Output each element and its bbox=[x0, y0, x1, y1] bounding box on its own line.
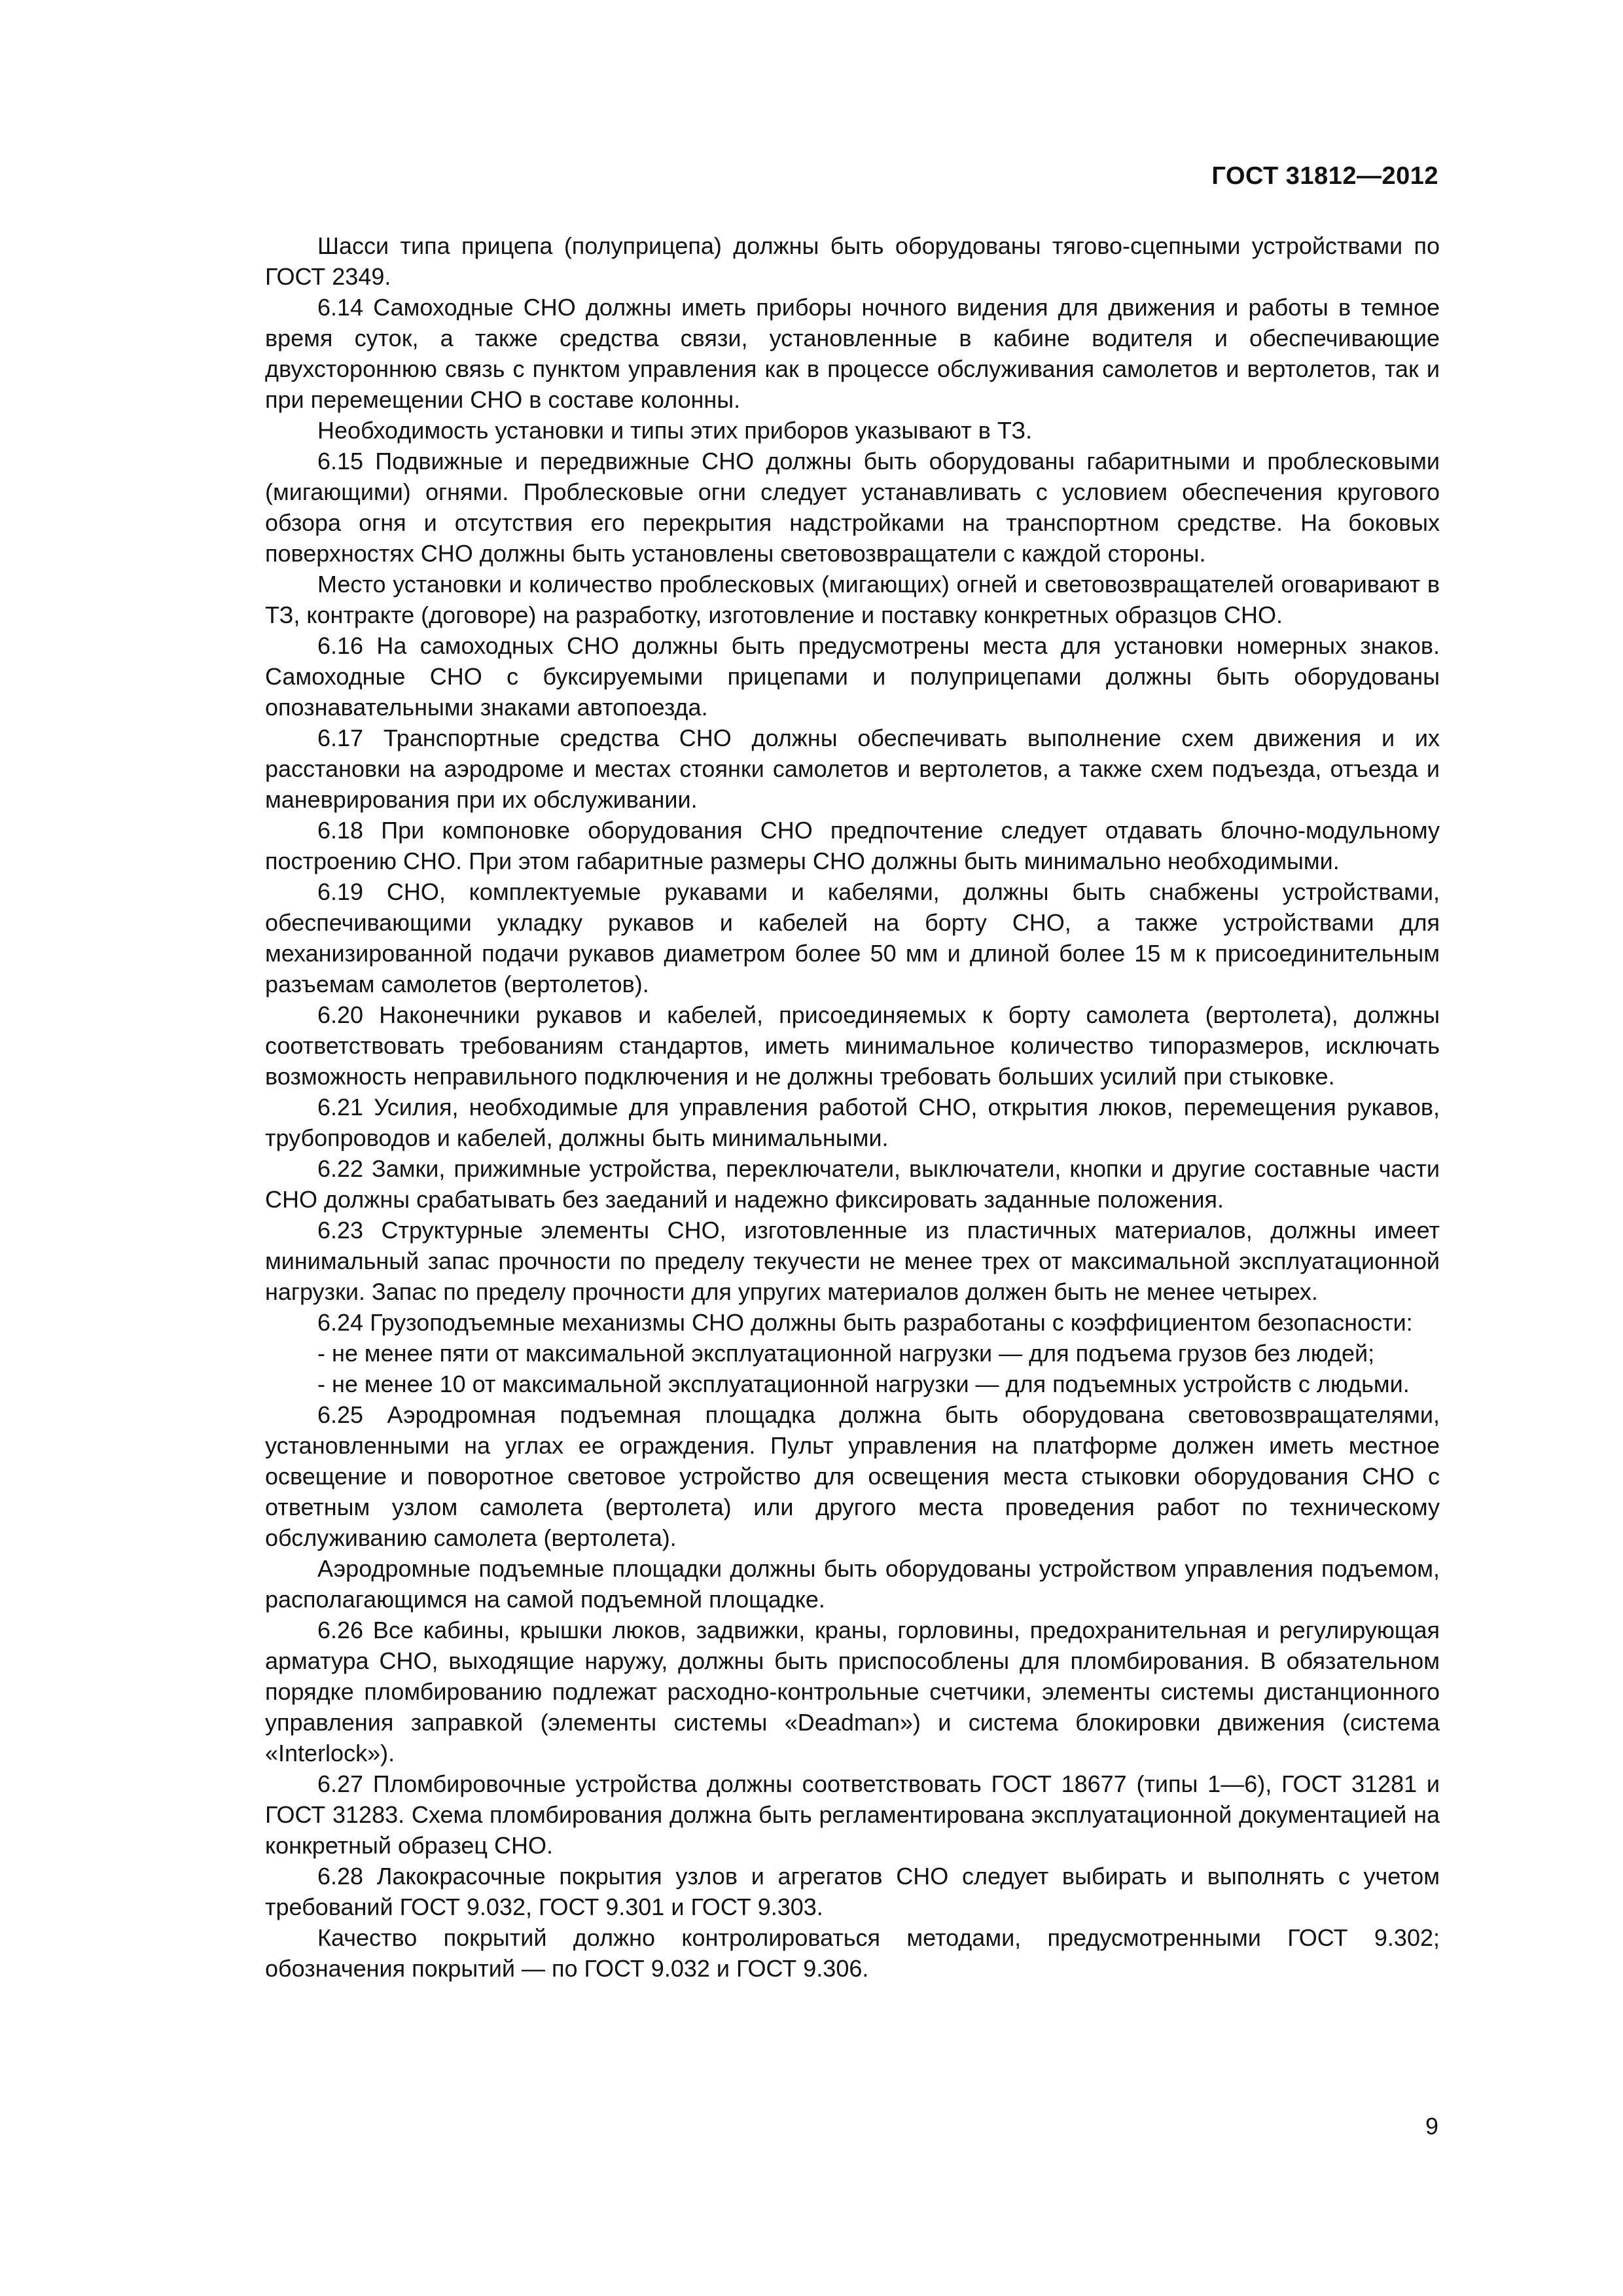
document-code-header: ГОСТ 31812—2012 bbox=[1211, 162, 1438, 190]
paragraph-6-24: 6.24 Грузоподъемные механизмы СНО должны быть разработаны с коэффициентом безопасности: bbox=[317, 1309, 1413, 1336]
paragraph-6-25-note: Аэродромные подъемные площадки должны быть оборудованы устройством управления подъемом, располагающимся на самой подъемной площадке. bbox=[265, 1555, 1440, 1613]
paragraph-6-16: 6.16 На самоходных СНО должны быть предусмотрены места для установки номерных знаков. Самоходные СНО с буксируемыми прицепами и полуприцепами должны быть оборудованы опознавательными знаками автопоезда. bbox=[265, 632, 1440, 721]
paragraph-6-28-note: Качество покрытий должно контролироваться методами, предусмотренными ГОСТ 9.302; обозначения покрытий — по ГОСТ 9.032 и ГОСТ 9.306. bbox=[265, 1924, 1440, 1982]
paragraph-6-14: 6.14 Самоходные СНО должны иметь приборы ночного видения для движения и работы в темное время суток, а также средства связи, установленные в кабине водителя и обеспечивающие двухстороннюю связь с пунктом управления как в процессе обслуживания самолетов и вертолетов, так и при перемещении СНО в составе колонны. bbox=[265, 294, 1440, 413]
paragraph-6-15: 6.15 Подвижные и передвижные СНО должны быть оборудованы габаритными и проблесковыми (мигающими) огнями. Проблесковые огни следует устанавливать с условием обеспечения кругового обзора огня и отсутствия его перекрытия надстройками на транспортном средстве. На боковых поверхностях СНО должны быть установлены световозвращатели с каждой стороны. bbox=[265, 448, 1440, 567]
paragraph-6-22: 6.22 Замки, прижимные устройства, переключатели, выключатели, кнопки и другие составные части СНО должны срабатывать без заеданий и надежно фиксировать заданные положения. bbox=[265, 1155, 1440, 1213]
paragraph-chassis-trailer: Шасси типа прицепа (полуприцепа) должны быть оборудованы тягово-сцепными устройствами по ГОСТ 2349. bbox=[265, 232, 1440, 290]
paragraph-6-18: 6.18 При компоновке оборудования СНО предпочтение следует отдавать блочно-модульному построению СНО. При этом габаритные размеры СНО должны быть минимально необходимыми. bbox=[265, 817, 1440, 874]
paragraph-6-27: 6.27 Пломбировочные устройства должны соответствовать ГОСТ 18677 (типы 1—6), ГОСТ 31281 и ГОСТ 31283. Схема пломбирования должна быть регламентирована эксплуатационной документацией на конкретный образец СНО. bbox=[265, 1770, 1440, 1859]
paragraph-6-17: 6.17 Транспортные средства СНО должны обеспечивать выполнение схем движения и их расстановки на аэродроме и местах стоянки самолетов и вертолетов, а также схем подъезда, отъезда и маневрирования при их обслуживании. bbox=[265, 725, 1440, 813]
page-number: 9 bbox=[1425, 2113, 1438, 2140]
paragraph-6-25: 6.25 Аэродромная подъемная площадка должна быть оборудована световозвращателями, установленными на углах ее ограждения. Пульт управления на платформе должен иметь местное освещение и поворотное световое устройство для освещения места стыковки оборудования СНО с ответным узлом самолета (вертолета) или другого места проведения работ по техническому обслуживанию самолета (вертолета). bbox=[265, 1401, 1440, 1551]
paragraph-6-19: 6.19 СНО, комплектуемые рукавами и кабелями, должны быть снабжены устройствами, обеспечивающими укладку рукавов и кабелей на борту СНО, а также устройствами для механизированной подачи рукавов диаметром более 50 мм и длиной более 15 м к присоединительным разъемам самолетов (вертолетов). bbox=[265, 878, 1440, 997]
document-body bbox=[265, 230, 1440, 1984]
paragraph-6-26: 6.26 Все кабины, крышки люков, задвижки, краны, горловины, предохранительная и регулирующая арматура СНО, выходящие наружу, должны быть приспособлены для пломбирования. В обязательном порядке пломбированию подлежат расходно-контрольные счетчики, элементы системы дистанционного управления заправкой (элементы системы «Deadman») и система блокировки движения (система «Interlock»). bbox=[265, 1617, 1440, 1767]
paragraph-6-14-note: Необходимость установки и типы этих приборов указывают в ТЗ. bbox=[317, 417, 1033, 444]
list-item-safety-factor-cargo: - не менее пяти от максимальной эксплуатационной нагрузки — для подъема грузов без людей; bbox=[317, 1340, 1375, 1367]
paragraph-6-21: 6.21 Усилия, необходимые для управления работой СНО, открытия люков, перемещения рукавов, трубопроводов и кабелей, должны быть минимальными. bbox=[265, 1094, 1440, 1151]
paragraph-6-20: 6.20 Наконечники рукавов и кабелей, присоединяемых к борту самолета (вертолета), должны соответствовать требованиям стандартов, иметь минимальное количество типоразмеров, исключать возможность неправильного подключения и не должны требовать больших усилий при стыковке. bbox=[265, 1001, 1440, 1090]
paragraph-6-15-note: Место установки и количество проблесковых (мигающих) огней и световозвращателей оговаривают в ТЗ, контракте (договоре) на разработку, изготовление и поставку конкретных образцов СНО. bbox=[265, 571, 1440, 628]
paragraph-6-28: 6.28 Лакокрасочные покрытия узлов и агрегатов СНО следует выбирать и выполнять с учетом требований ГОСТ 9.032, ГОСТ 9.301 и ГОСТ 9.303. bbox=[265, 1863, 1440, 1920]
list-item-safety-factor-people: - не менее 10 от максимальной эксплуатационной нагрузки — для подъемных устройств с людьми. bbox=[317, 1371, 1410, 1397]
paragraph-6-23: 6.23 Структурные элементы СНО, изготовленные из пластичных материалов, должны имеет минимальный запас прочности по пределу текучести не менее трех от максимальной эксплуатационной нагрузки. Запас по пределу прочности для упругих материалов должен быть не менее четырех. bbox=[265, 1217, 1440, 1305]
